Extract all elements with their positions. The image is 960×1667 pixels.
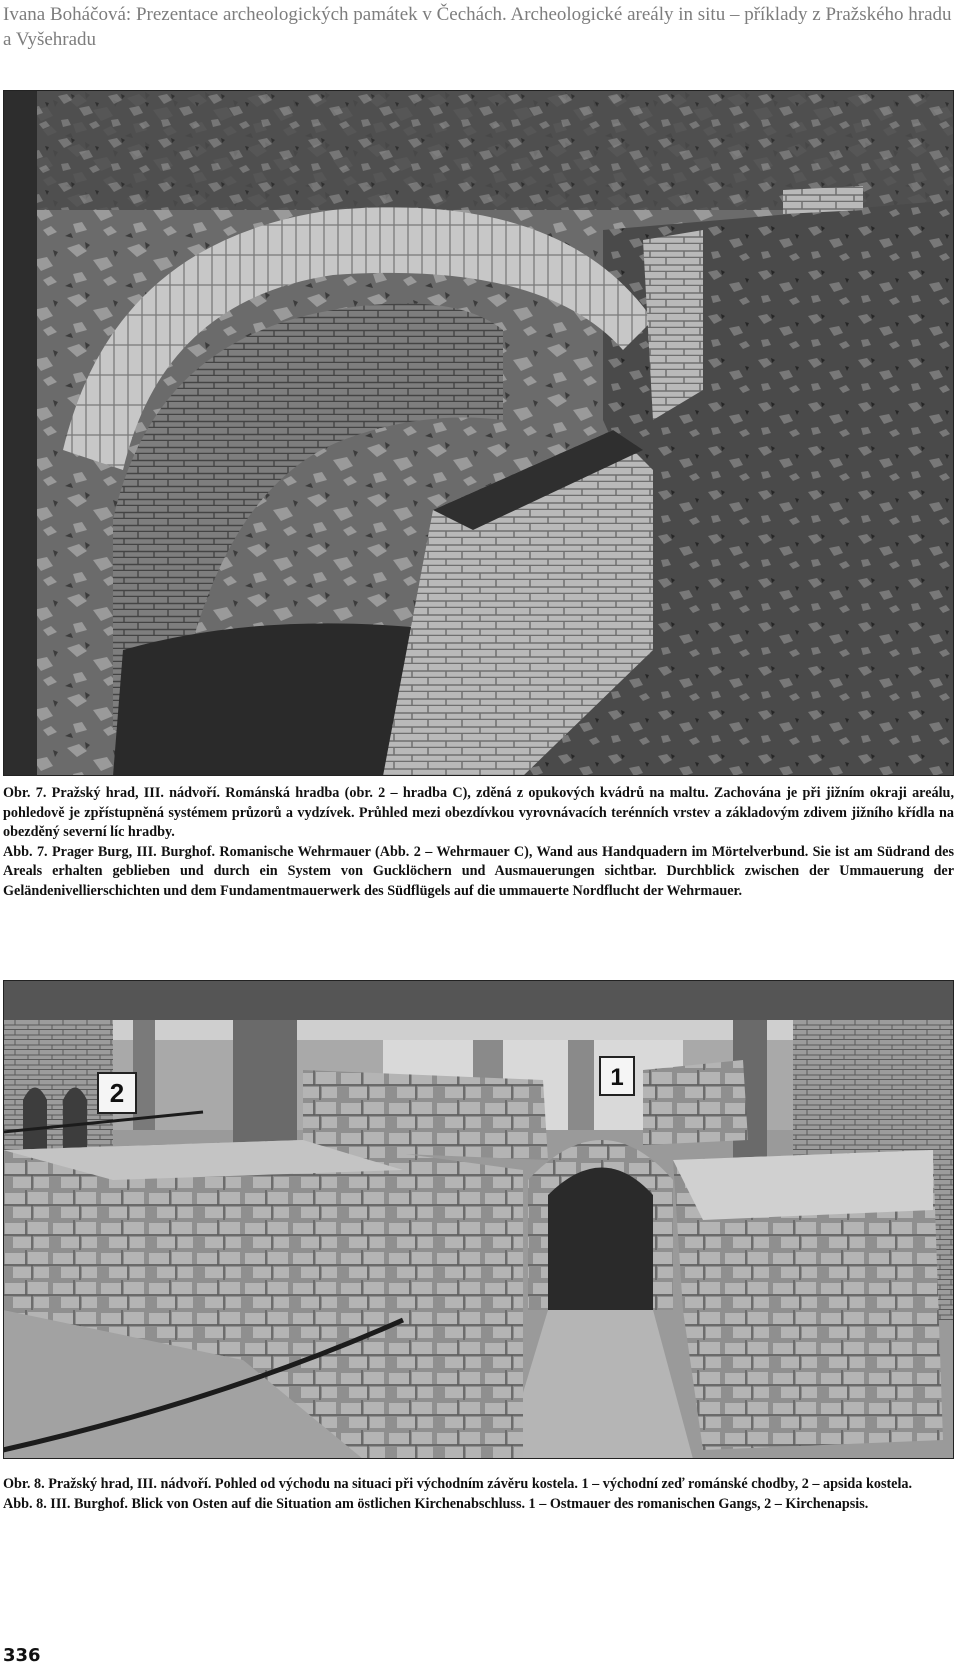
running-head: Ivana Boháčová: Prezentace archeologických památek v Čechách. Archeologické areály in situ – příklady z Pražského hradu a Vyšehradu bbox=[3, 4, 952, 50]
figure-7-photo bbox=[3, 90, 954, 776]
figure-8-label-1: 1 bbox=[610, 1064, 624, 1091]
figure-7-caption-cz: Obr. 7. Pražský hrad, III. nádvoří. Románská hradba (obr. 2 – hradba C), zděná z opukových kvádrů na maltu. Zachována je při jižním okraji areálu, pohledově je zpřístupněná systémem průzorů a vydzívek. Průhled mezi obezdívkou vyrovnávacích terénních vrstev a základovým zdivem jižního křídla na obezděný severní líc hradby. bbox=[3, 785, 954, 840]
figure-8-caption-de: Abb. 8. III. Burghof. Blick von Osten auf die Situation am östlichen Kirchenabschluss. 1 – Ostmauer des romanischen Gangs, 2 – Kirchenapsis. bbox=[3, 1495, 869, 1512]
figure-7-caption-de: Abb. 7. Prager Burg, III. Burghof. Romanische Wehrmauer (Abb. 2 – Wehrmauer C), Wand aus Handquadern im Mörtelverbund. Sie ist am Südrand des Areals erhalten geblieben und durch ein System von Gucklöchern und Ausmauerungen sichtbar. Durchblick zwischen der Ummauerung der Geländenivellierschichten und dem Fundamentmauerwerk des Südflügels auf die ummauerte Nordflucht der Wehrmauer. bbox=[3, 843, 954, 899]
figure-8-image bbox=[3, 980, 954, 1459]
figure-8-photo bbox=[3, 980, 954, 1459]
figure-8-caption-cz: Obr. 8. Pražský hrad, III. nádvoří. Pohled od východu na situaci při východním závěru kostela. 1 – východní zeď románské chodby, 2 – apsida kostela. bbox=[3, 1476, 913, 1492]
page-number: 336 bbox=[3, 1645, 41, 1666]
figure-7-image bbox=[3, 90, 954, 776]
figure-7-caption bbox=[3, 784, 954, 901]
figure-8-label-2: 2 bbox=[109, 1078, 125, 1108]
figure-8-caption bbox=[3, 1475, 954, 1514]
